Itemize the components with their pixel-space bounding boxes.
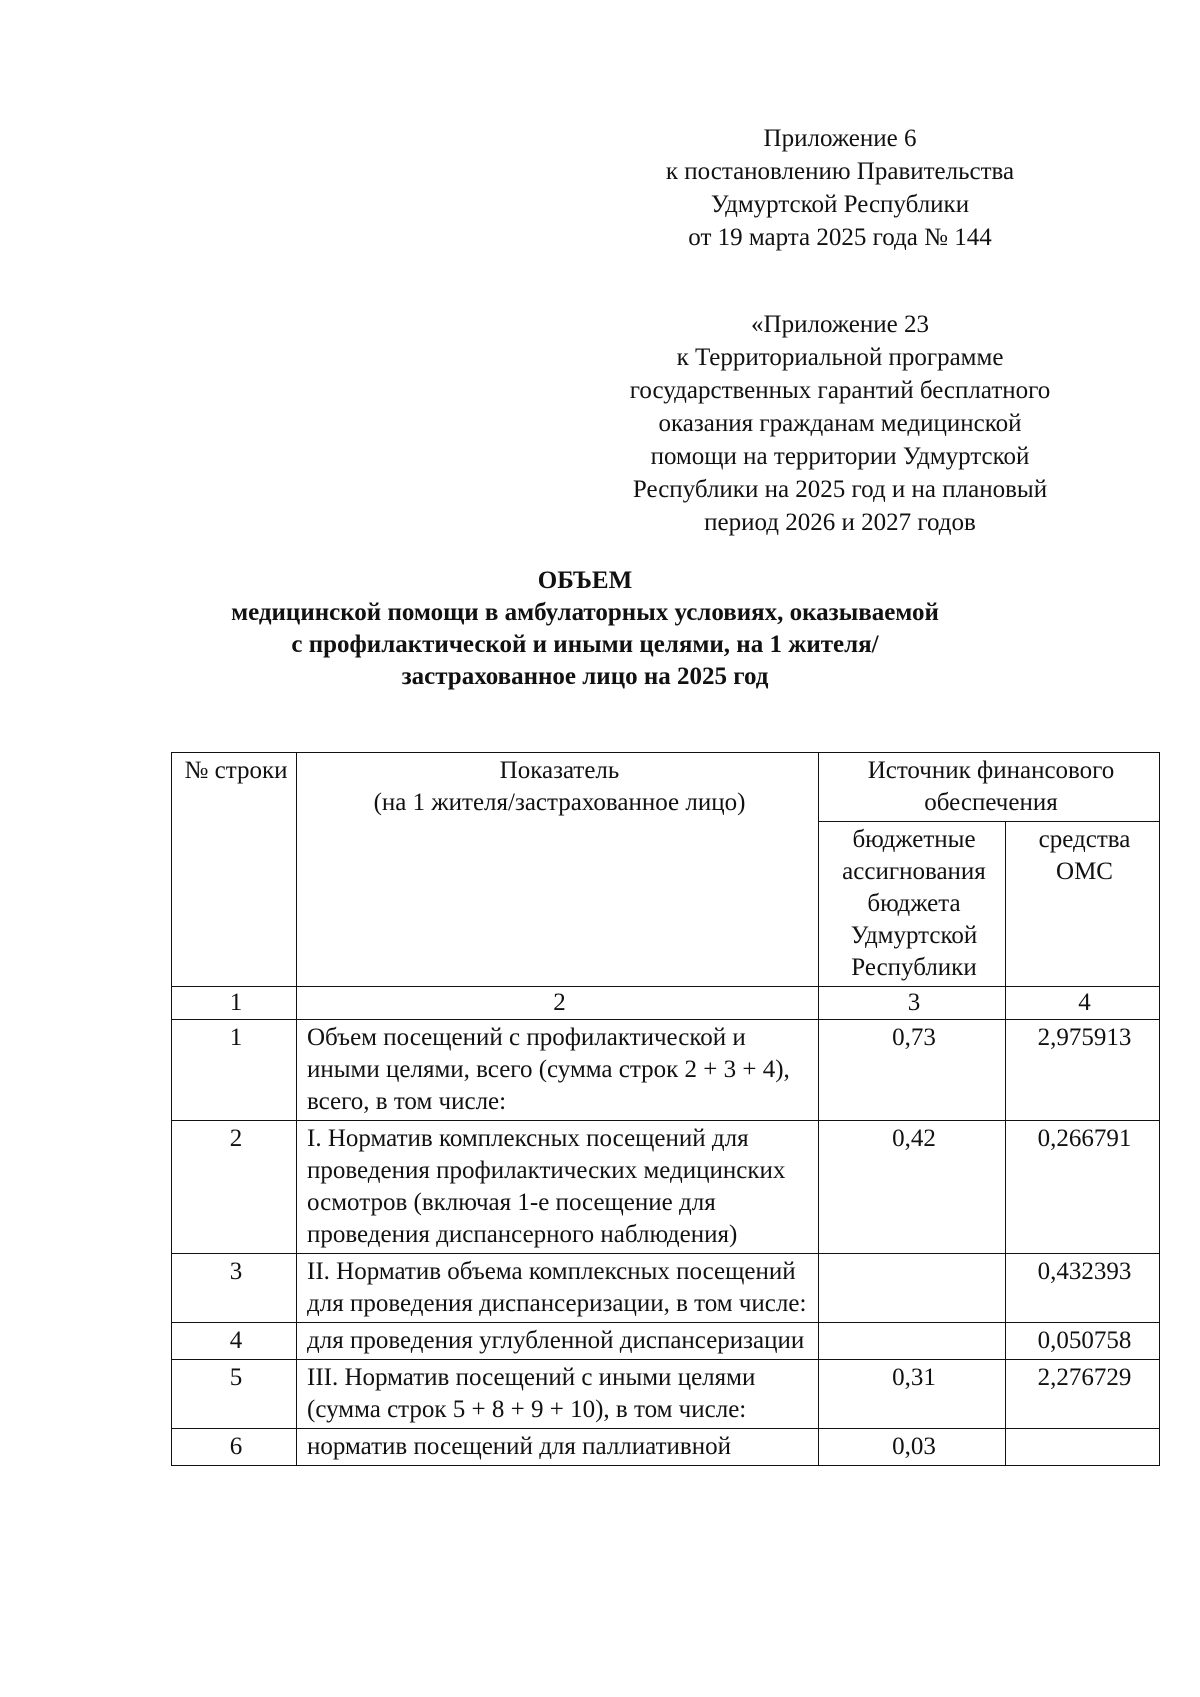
table-row: [172, 1323, 1160, 1360]
header-indicator: [297, 753, 819, 987]
row-oms-value: 0,050758: [1006, 1323, 1160, 1360]
header-oms: средства ОМС: [1006, 822, 1160, 987]
annex-line: период 2026 и 2027 годов: [704, 509, 976, 536]
header-budget: бюджетные ассигнования бюджета Удмуртской Республики: [819, 822, 1006, 987]
column-number: 2: [297, 987, 819, 1020]
annex-line: оказания гражданам медицинской: [658, 410, 1022, 437]
volume-table: [171, 752, 1160, 1466]
row-indicator: для проведения углубленной диспансеризации: [297, 1323, 819, 1360]
document-title: [160, 565, 1010, 693]
row-indicator: II. Норматив объема комплексных посещений для проведения диспансеризации, в том числе:: [297, 1254, 819, 1323]
row-number: 2: [172, 1121, 297, 1254]
annex-line: государственных гарантий бесплатного: [629, 377, 1051, 404]
row-number: 3: [172, 1254, 297, 1323]
row-oms-value: [1006, 1429, 1160, 1466]
row-indicator: норматив посещений для паллиативной: [297, 1429, 819, 1466]
row-number: 6: [172, 1429, 297, 1466]
row-budget-value: [819, 1323, 1006, 1360]
title-line: медицинской помощи в амбулаторных условиях, оказываемой: [231, 599, 939, 626]
annex-line: к Территориальной программе: [676, 344, 1004, 371]
table-row: [172, 1429, 1160, 1466]
approval-line: от 19 марта 2025 года № 144: [688, 224, 992, 251]
row-indicator: I. Норматив комплексных посещений для проведения профилактических медицинских осмотров (включая 1-е посещение для проведения диспансерного наблюдения): [297, 1121, 819, 1254]
row-oms-value: 0,266791: [1006, 1121, 1160, 1254]
header-indicator-title: Показатель: [499, 757, 620, 784]
table-row: [172, 1020, 1160, 1121]
approval-block: [590, 122, 1090, 254]
column-number: 1: [172, 987, 297, 1020]
header-funding-source: Источник финансового обеспечения: [819, 753, 1160, 822]
column-number-row: [172, 987, 1160, 1020]
column-number: 4: [1006, 987, 1160, 1020]
row-budget-value: 0,31: [819, 1360, 1006, 1429]
title-line: с профилактической и иными целями, на 1 жителя/: [291, 631, 879, 658]
annex-line: помощи на территории Удмуртской: [650, 443, 1030, 470]
row-budget-value: [819, 1254, 1006, 1323]
row-indicator: Объем посещений с профилактической и иными целями, всего (сумма строк 2 + 3 + 4), всего, в том числе:: [297, 1020, 819, 1121]
title-line: застрахованное лицо на 2025 год: [401, 663, 769, 690]
row-oms-value: 0,432393: [1006, 1254, 1160, 1323]
approval-line: Удмуртской Республики: [710, 191, 970, 218]
row-budget-value: 0,73: [819, 1020, 1006, 1121]
title-line: ОБЪЕМ: [537, 567, 633, 594]
row-indicator: III. Норматив посещений с иными целями (сумма строк 5 + 8 + 9 + 10), в том числе:: [297, 1360, 819, 1429]
table-header-row: [172, 753, 1160, 822]
row-oms-value: 2,975913: [1006, 1020, 1160, 1121]
column-number: 3: [819, 987, 1006, 1020]
annex-block: [560, 308, 1120, 539]
approval-line: к постановлению Правительства: [665, 158, 1015, 185]
row-number: 4: [172, 1323, 297, 1360]
table-row: [172, 1254, 1160, 1323]
row-number: 1: [172, 1020, 297, 1121]
row-budget-value: 0,03: [819, 1429, 1006, 1466]
annex-line: «Приложение 23: [751, 311, 929, 338]
approval-line: Приложение 6: [763, 125, 917, 152]
header-indicator-subtitle: (на 1 жителя/застрахованное лицо): [373, 789, 746, 816]
table-row: [172, 1360, 1160, 1429]
annex-line: Республики на 2025 год и на плановый: [632, 476, 1048, 503]
table-row: [172, 1121, 1160, 1254]
header-row-number: № строки: [172, 753, 297, 987]
row-oms-value: 2,276729: [1006, 1360, 1160, 1429]
row-number: 5: [172, 1360, 297, 1429]
row-budget-value: 0,42: [819, 1121, 1006, 1254]
